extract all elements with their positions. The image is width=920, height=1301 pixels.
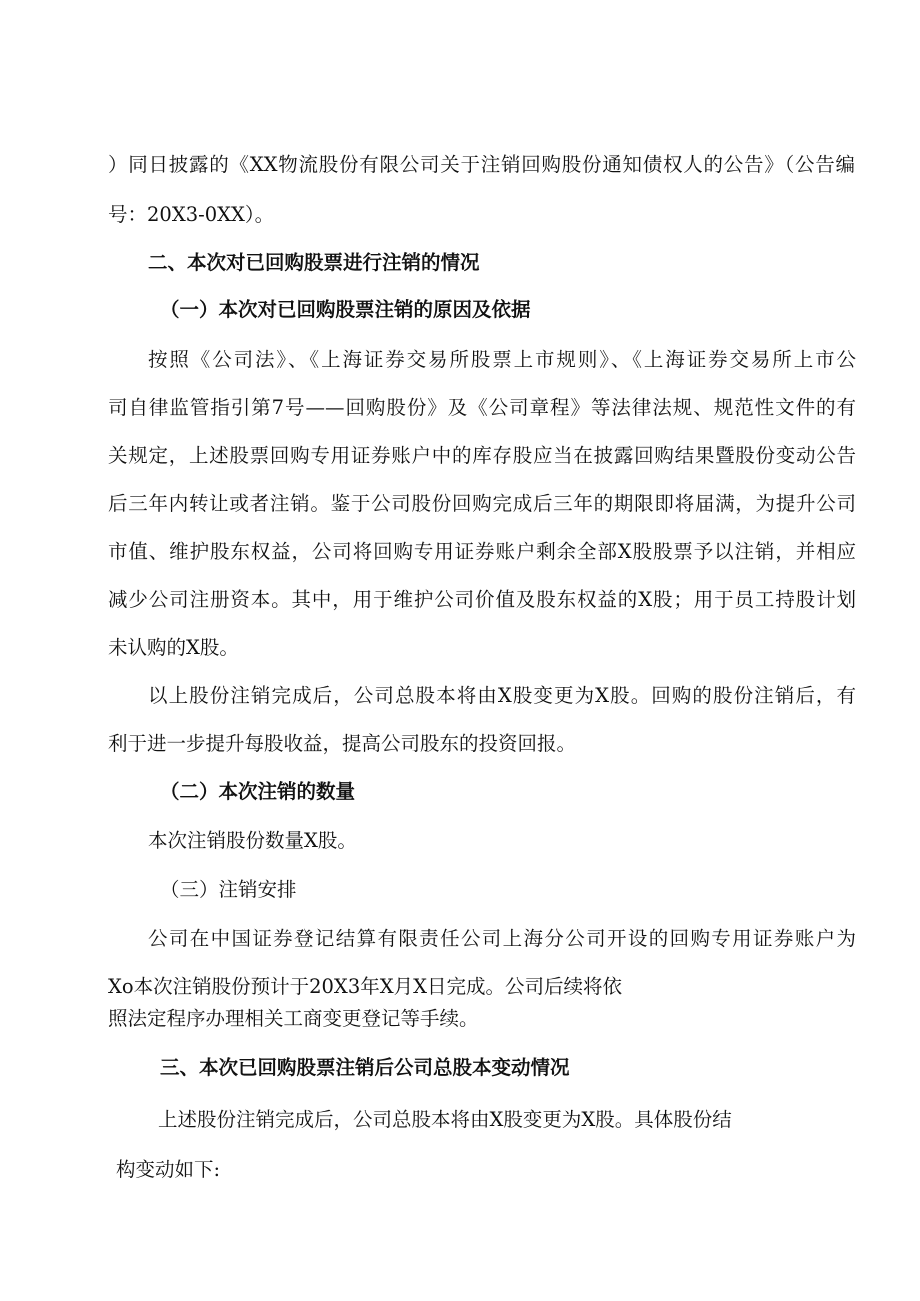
- section-2-heading: 二、本次对已回购股票进行注销的情况: [148, 251, 480, 274]
- paragraph-line: 公司在中国证券登记结算有限责任公司上海分公司开设的回购专用证券账户为: [148, 927, 856, 950]
- paragraph-line: 减少公司注册资本。其中，用于维护公司价值及股东权益的X股；用于员工持股计划: [108, 588, 856, 611]
- intro-line-2: 号：20X3-0XX）。: [108, 203, 275, 226]
- paragraph-line: 以上股份注销完成后，公司总股本将由X股变更为X股。回购的股份注销后，有: [148, 684, 856, 707]
- subsection-2-text: 本次注销股份数量X股。: [148, 829, 357, 852]
- paragraph-line: 按照《公司法》、《上海证券交易所股票上市规则》、《上海证券交易所上市公: [148, 348, 856, 371]
- paragraph-line: 市值、维护股东权益，公司将回购专用证券账户剩余全部X股股票予以注销，并相应: [108, 540, 856, 563]
- subsection-1-heading: （一）本次对已回购股票注销的原因及依据: [160, 298, 531, 321]
- intro-line-1: ）同日披露的《XX物流股份有限公司关于注销回购股份通知债权人的公告》（公告编: [108, 153, 855, 176]
- paragraph-line: 未认购的X股。: [108, 636, 239, 659]
- section-3-line-1: 上述股份注销完成后，公司总股本将由X股变更为X股。具体股份结: [158, 1108, 732, 1131]
- paragraph-line: Xo本次注销股份预计于20X3年X月X日完成。公司后续将依: [108, 975, 622, 998]
- subsection-3-heading: （三）注销安排: [160, 878, 297, 901]
- paragraph-line: 照法定程序办理相关工商变更登记等手续。: [108, 1007, 479, 1030]
- paragraph-line: 利于进一步提升每股收益，提高公司股东的投资回报。: [108, 732, 577, 755]
- section-3-line-2: 构变动如下:: [116, 1158, 221, 1181]
- section-3-heading: 三、本次已回购股票注销后公司总股本变动情况: [160, 1056, 570, 1079]
- paragraph-line: 后三年内转让或者注销。鉴于公司股份回购完成后三年的期限即将届满，为提升公司: [108, 492, 856, 515]
- paragraph-line: 司自律监管指引第7号——回购股份》及《公司章程》等法律法规、规范性文件的有: [108, 396, 856, 419]
- paragraph-line: 关规定，上述股票回购专用证券账户中的库存股应当在披露回购结果暨股份变动公告: [108, 444, 856, 467]
- subsection-2-heading: （二）本次注销的数量: [160, 780, 356, 803]
